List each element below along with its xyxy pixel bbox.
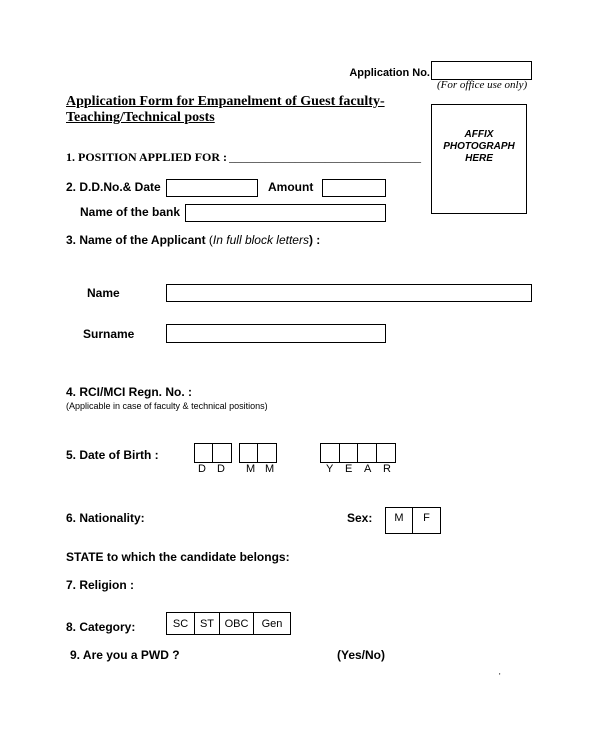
category-label: 8. Category: xyxy=(66,620,136,634)
photo-text: HERE xyxy=(465,153,493,164)
surname-field[interactable] xyxy=(166,324,386,343)
dob-letter: M xyxy=(246,463,256,475)
dob-letter: D xyxy=(217,463,225,475)
dob-letter: E xyxy=(345,463,353,475)
dob-label: 5. Date of Birth : xyxy=(66,448,159,462)
category-options[interactable] xyxy=(166,612,291,635)
form-title-line2: Teaching/Technical posts xyxy=(66,110,215,125)
nationality-label: 6. Nationality: xyxy=(66,511,145,525)
name-field[interactable] xyxy=(166,284,532,302)
photo-text: AFFIX xyxy=(464,129,494,140)
dob-letter: D xyxy=(198,463,206,475)
page-mark: ' xyxy=(499,672,501,681)
dob-letter: M xyxy=(265,463,275,475)
regn-label: 4. RCI/MCI Regn. No. : xyxy=(66,385,192,399)
state-label: STATE to which the candidate belongs: xyxy=(66,550,290,564)
name-label: Name xyxy=(87,286,120,300)
office-use-note: (For office use only) xyxy=(437,79,528,91)
bank-label: Name of the bank xyxy=(80,205,181,219)
religion-label: 7. Religion : xyxy=(66,578,135,592)
photo-box xyxy=(431,104,527,214)
block-letters-note: In full block letters xyxy=(212,233,309,247)
position-field[interactable]: ________________________________ xyxy=(229,150,421,164)
amount-field[interactable] xyxy=(322,179,386,197)
category-gen[interactable]: Gen xyxy=(261,617,283,630)
paren: ( xyxy=(208,233,213,247)
category-sc[interactable]: SC xyxy=(167,613,195,634)
application-no-label: Application No. xyxy=(349,67,430,79)
regn-note: (Applicable in case of faculty & technical positions) xyxy=(66,401,268,411)
dob-day-field[interactable] xyxy=(194,443,232,463)
pwd-options: (Yes/No) xyxy=(337,648,386,662)
paren: ) : xyxy=(308,233,321,247)
sex-options[interactable] xyxy=(385,507,441,534)
dd-label: 2. D.D.No.& Date xyxy=(66,180,161,194)
category-obc[interactable]: OBC xyxy=(220,613,254,634)
sex-label: Sex: xyxy=(347,511,373,525)
category-st[interactable]: ST xyxy=(195,613,220,634)
photo-text: PHOTOGRAPH xyxy=(443,141,515,152)
dob-month-field[interactable] xyxy=(239,443,277,463)
form-title-line1: Application Form for Empanelment of Guest faculty- xyxy=(66,94,385,109)
surname-label: Surname xyxy=(83,327,135,341)
applicant-label: 3. Name of the Applicant xyxy=(66,233,209,247)
dob-year-field[interactable] xyxy=(320,443,396,463)
dob-letter: R xyxy=(383,463,391,475)
applicant-name-heading xyxy=(66,233,320,247)
position-label: 1. POSITION APPLIED FOR : xyxy=(66,150,228,164)
amount-label: Amount xyxy=(268,180,314,194)
dob-letter: Y xyxy=(326,463,334,475)
pwd-label: 9. Are you a PWD ? xyxy=(70,648,180,662)
dd-field[interactable] xyxy=(166,179,258,197)
sex-option-f[interactable]: F xyxy=(423,512,430,524)
dob-letter: A xyxy=(364,463,372,475)
application-no-field[interactable] xyxy=(431,61,532,80)
sex-option-m[interactable]: M xyxy=(386,508,413,533)
bank-field[interactable] xyxy=(185,204,386,222)
